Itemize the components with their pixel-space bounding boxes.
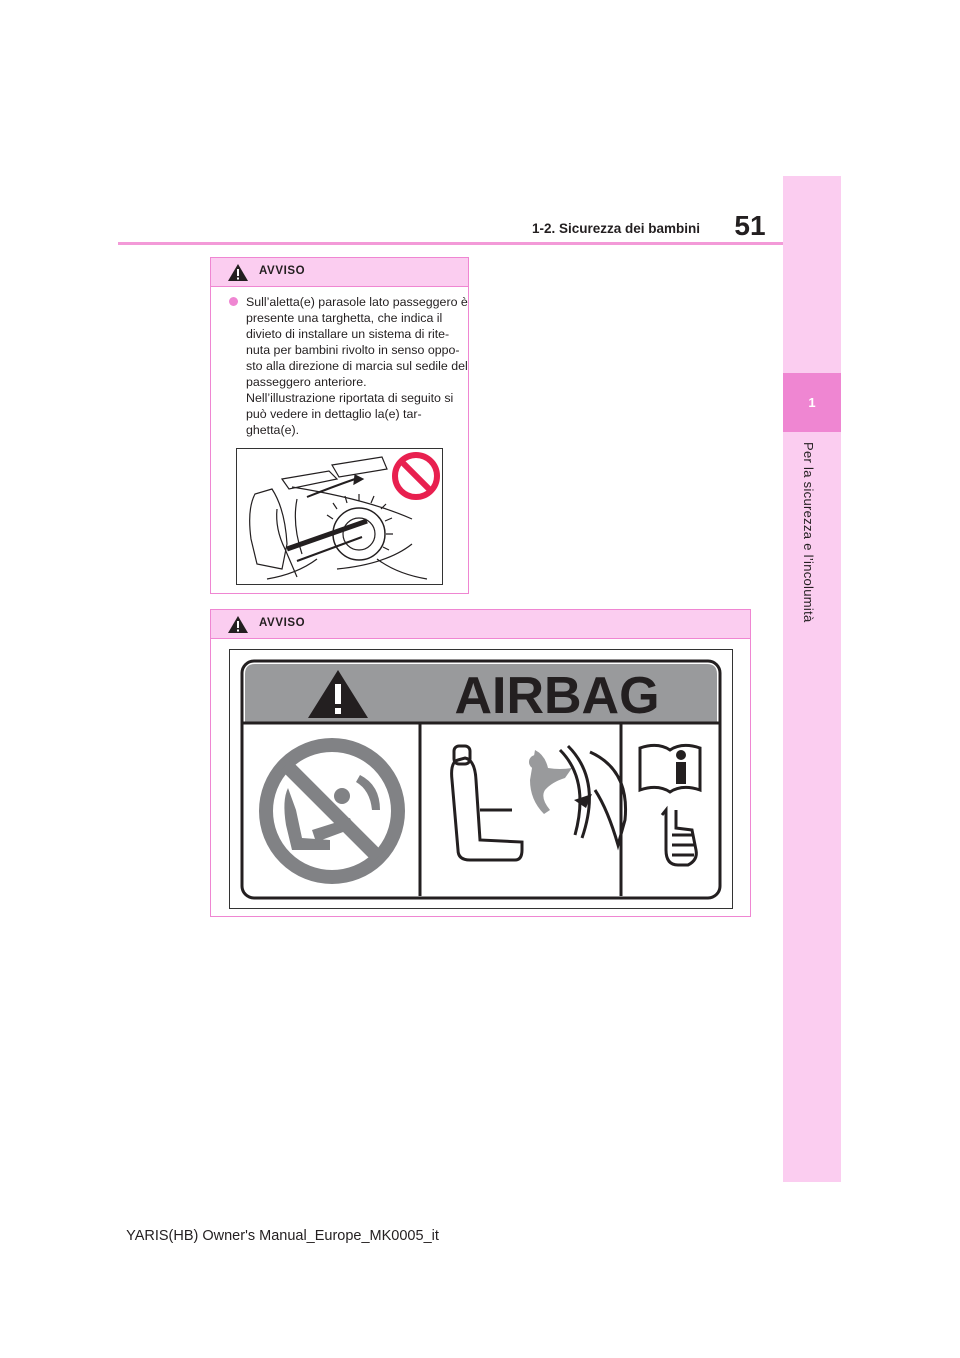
- warning-text-block: [229, 294, 469, 438]
- chapter-title: Per la sicurezza e l’incolumità: [801, 442, 816, 623]
- airbag-warning-label-drawing: [230, 650, 732, 908]
- warning-box-sunvisor: [210, 257, 469, 594]
- warning-triangle-icon: [227, 263, 249, 282]
- airbag-sign-text: AIRBAG: [454, 667, 660, 725]
- bullet-icon: [229, 297, 238, 306]
- page-number: 51: [734, 210, 766, 241]
- warning-triangle-icon: [227, 615, 249, 634]
- airbag-label-illustration: [229, 649, 733, 909]
- warning-header: [211, 258, 468, 287]
- footer-manual-id: YARIS(HB) Owner's Manual_Europe_MK0005_it: [126, 1228, 439, 1244]
- section-title: 1-2. Sicurezza dei bambini: [531, 221, 700, 236]
- warning-label: AVVISO: [259, 617, 306, 629]
- warning-label: AVVISO: [259, 265, 306, 277]
- chapter-number: 1: [783, 373, 841, 432]
- header-rule: [118, 242, 783, 245]
- warning-box-airbag-label: [210, 609, 751, 917]
- sunvisor-airbag-drawing-icon: [237, 449, 442, 584]
- no-child-seat-icon: [266, 745, 398, 877]
- warning-header: [211, 610, 750, 639]
- warning-paragraph: Sull’aletta(e) parasole lato passeggero è presente una targhetta, che indica il divieto di installare un sistema di rite- nuta per bambini rivolto in senso oppo- sto alla direzione di marcia sul sedile del passeggero anteriore. Nell’illustrazione riportata di seguito si può vedere in dettaglio la(e) tar- ghetta(e).: [246, 295, 468, 437]
- sunvisor-illustration: [236, 448, 443, 585]
- side-tab: [783, 176, 841, 1182]
